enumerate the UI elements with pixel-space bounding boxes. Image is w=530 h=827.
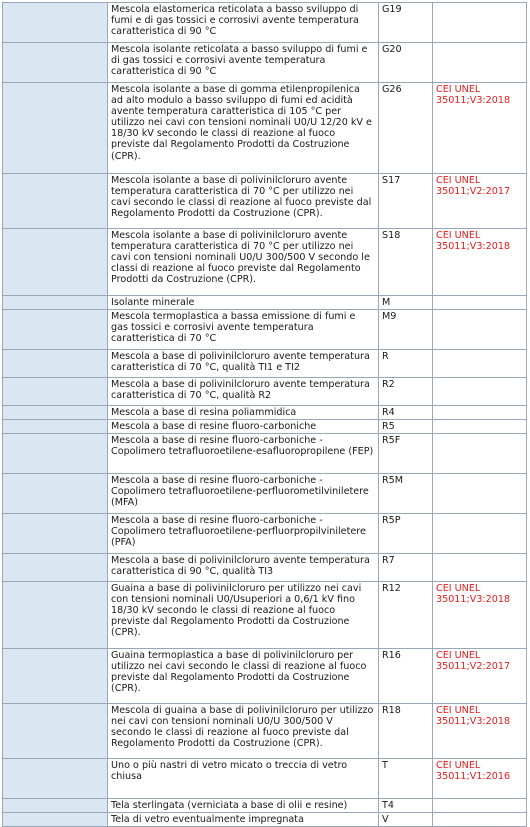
material-description: Mescola a base di resina poliammidica [108,406,379,420]
standard-reference: CEI UNEL 35011;V3:2018 [433,582,527,649]
material-code: R [379,350,433,378]
standard-reference: CEI UNEL 35011;V3:2018 [433,704,527,759]
material-description: Mescola isolante a base di polivinilcloruro avente temperatura caratteristica di 70 °C per utilizzo nei cavi secondo le classi di reazione al fuoco previste dal Regolamento Prodotti da Costruzione (CPR). [108,174,379,229]
row-band-cell [3,406,108,420]
row-band-cell [3,474,108,514]
row-band-cell [3,649,108,704]
table-row [3,799,527,813]
material-code: R7 [379,554,433,582]
table-row [3,813,527,827]
material-code: R5F [379,434,433,474]
standard-reference: CEI UNEL 35011;V3:2018 [433,83,527,174]
row-band-cell [3,43,108,83]
material-description: Mescola isolante a base di gomma etilenpropilenica ad alto modulo a basso sviluppo di fumi ed acidità avente temperatura caratteristica di 105 °C per utilizzo nei cavi con tensioni nominali U0/U 12/20 kV e 18/30 kV secondo le classi di reazione al fuoco previste dal Regolamento Prodotti da Costruzione (CPR). [108,83,379,174]
table-row [3,296,527,310]
material-code: R2 [379,378,433,406]
table-row [3,649,527,704]
material-code: R5P [379,514,433,554]
table-row [3,229,527,296]
table-row [3,434,527,474]
material-description: Mescola a base di resine fluoro-carboniche - Copolimero tetrafluoroetilene-esafluoropropilene (FEP) [108,434,379,474]
standard-reference [433,813,527,827]
standard-reference [433,434,527,474]
material-description: Mescola di guaina a base di polivinilcloruro per utilizzo nei cavi con tensioni nominali U0/U 300/500 V secondo le classi di reazione al fuoco previste dal Regolamento Prodotti da Costruzione (CPR). [108,704,379,759]
row-band-cell [3,704,108,759]
material-description: Mescola isolante reticolata a basso sviluppo di fumi e di gas tossici e corrosivi avente temperatura caratteristica di 90 °C [108,43,379,83]
material-code: T [379,759,433,799]
standard-reference: CEI UNEL 35011;V2:2017 [433,649,527,704]
table-row [3,514,527,554]
material-code: R18 [379,704,433,759]
material-code: R16 [379,649,433,704]
standard-reference: CEI UNEL 35011;V2:2017 [433,174,527,229]
material-description: Tela di vetro eventualmente impregnata [108,813,379,827]
row-band-cell [3,83,108,174]
material-code: R4 [379,406,433,420]
standard-reference [433,310,527,350]
material-description: Mescola a base di polivinilcloruro avente temperatura caratteristica di 70 °C, qualità R2 [108,378,379,406]
material-description: Mescola termoplastica a bassa emissione di fumi e gas tossici e corrosivi avente temperatura caratteristica di 70 °C [108,310,379,350]
table-row [3,704,527,759]
table-row [3,420,527,434]
table-row [3,43,527,83]
row-band-cell [3,229,108,296]
table-row [3,759,527,799]
material-code: R12 [379,582,433,649]
standard-reference [433,350,527,378]
material-description: Tela sterlingata (verniciata a base di olii e resine) [108,799,379,813]
row-band-cell [3,3,108,43]
materials-table-container [2,2,526,827]
row-band-cell [3,350,108,378]
table-row [3,3,527,43]
table-row [3,310,527,350]
standard-reference [433,406,527,420]
row-band-cell [3,378,108,406]
row-band-cell [3,582,108,649]
standard-reference [433,799,527,813]
standard-reference [433,474,527,514]
material-description: Uno o più nastri di vetro micato o treccia di vetro chiusa [108,759,379,799]
material-code: R5 [379,420,433,434]
material-description: Isolante minerale [108,296,379,310]
material-description: Mescola a base di resine fluoro-carboniche [108,420,379,434]
material-code: G20 [379,43,433,83]
material-code: G26 [379,83,433,174]
material-description: Guaina a base di polivinilcloruro per utilizzo nei cavi con tensioni nominali U0/Usuperiori a 0,6/1 kV fino 18/30 kV secondo le classi di reazione al fuoco previste dal Regolamento Prodotti da Costruzione (CPR). [108,582,379,649]
table-row [3,554,527,582]
material-code: R5M [379,474,433,514]
material-description: Mescola a base di polivinilcloruro avente temperatura caratteristica di 70 °C, qualità TI1 e TI2 [108,350,379,378]
table-row [3,582,527,649]
row-band-cell [3,434,108,474]
table-row [3,474,527,514]
material-code: M9 [379,310,433,350]
table-row [3,174,527,229]
standard-reference [433,43,527,83]
row-band-cell [3,759,108,799]
standard-reference [433,296,527,310]
standard-reference [433,378,527,406]
standard-reference [433,3,527,43]
material-code: S17 [379,174,433,229]
row-band-cell [3,420,108,434]
material-code: T4 [379,799,433,813]
table-row [3,378,527,406]
material-code: V [379,813,433,827]
standard-reference [433,514,527,554]
row-band-cell [3,296,108,310]
row-band-cell [3,799,108,813]
material-description: Mescola a base di polivinilcloruro avente temperatura caratteristica di 90 °C, qualità TI3 [108,554,379,582]
standard-reference [433,420,527,434]
standard-reference [433,554,527,582]
table-row [3,406,527,420]
material-description: Mescola isolante a base di polivinilcloruro avente temperatura caratteristica di 70 °C per utilizzo nei cavi con tensioni nominali U0/U 300/500 V secondo le classi di reazione al fuoco previste dal Regolamento Prodotti da Costruzione (CPR). [108,229,379,296]
standard-reference: CEI UNEL 35011;V3:2018 [433,229,527,296]
table-row [3,83,527,174]
material-description: Mescola a base di resine fluoro-carboniche - Copolimero tetrafluoroetilene-perfluorpropilviniletere (PFA) [108,514,379,554]
row-band-cell [3,514,108,554]
standard-reference: CEI UNEL 35011;V1:2016 [433,759,527,799]
material-description: Mescola a base di resine fluoro-carboniche - Copolimero tetrafluoroetilene-perfluorometilviniletere (MFA) [108,474,379,514]
material-code: M [379,296,433,310]
material-code: G19 [379,3,433,43]
row-band-cell [3,813,108,827]
row-band-cell [3,554,108,582]
material-description: Mescola elastomerica reticolata a basso sviluppo di fumi e di gas tossici e corrosivi avente temperatura caratteristica di 90 °C [108,3,379,43]
row-band-cell [3,310,108,350]
materials-table [2,2,527,827]
material-description: Guaina termoplastica a base di polivinilcloruro per utilizzo nei cavi secondo le classi di reazione al fuoco previste dal Regolamento Prodotti da Costruzione (CPR). [108,649,379,704]
materials-table-body [3,3,527,827]
table-row [3,350,527,378]
material-code: S18 [379,229,433,296]
row-band-cell [3,174,108,229]
